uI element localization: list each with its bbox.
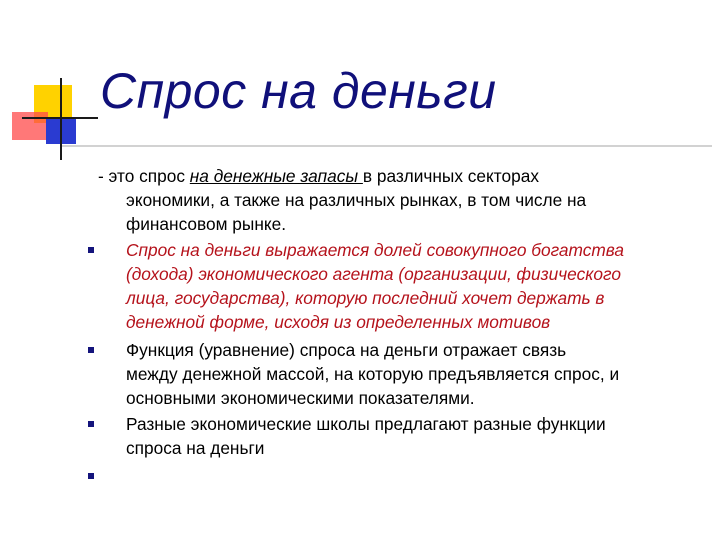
deco-red-square — [12, 112, 48, 140]
definition-line3: финансовом рынке. — [126, 214, 287, 234]
bullet-marker — [88, 347, 94, 353]
bullet-item-2: Функция (уравнение) спроса на деньги отражает связь между денежной массой, на которую предъявляется спрос, и основными экономическими показателями. — [88, 338, 708, 410]
definition-line1-rest: в различных секторах — [362, 166, 539, 186]
bullet-marker — [88, 473, 94, 479]
definition-prefix: - это спрос — [98, 166, 190, 186]
bullet-marker — [88, 247, 94, 253]
bullet-item-3: Разные экономические школы предлагают разные функции спроса на деньги — [88, 412, 708, 460]
bullet-item-1: Спрос на деньги выражается долей совокупного богатства (дохода) экономического агента (организации, физического лица, государства), которую последний хочет держать в денежной форме, исходя из определенных мотивов — [88, 238, 708, 334]
definition-underlined: на денежные запасы — [189, 166, 363, 186]
bullet-marker — [88, 421, 94, 427]
definition-line2: экономики, а также на различных рынках, в том числе на — [126, 190, 587, 210]
bullet-item-empty — [88, 464, 708, 488]
slide-title: Спрос на деньги — [100, 63, 497, 119]
definition-text — [88, 164, 708, 236]
slide-body — [88, 164, 708, 488]
